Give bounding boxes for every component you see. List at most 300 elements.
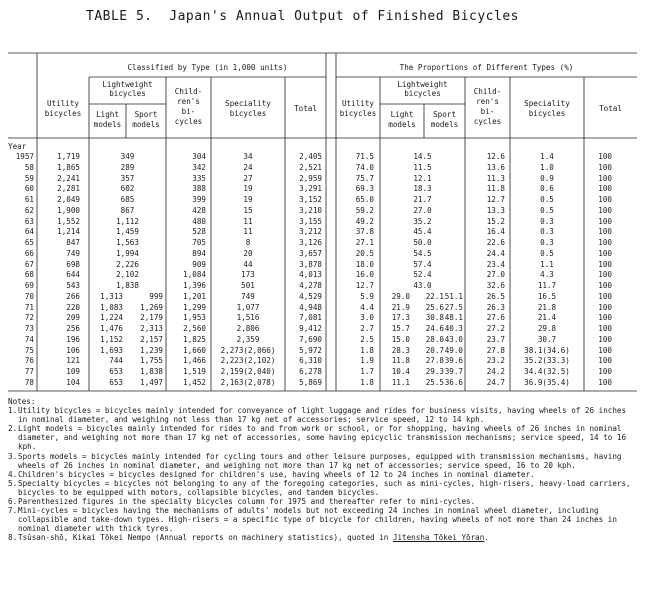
cell-p-spec: 0.6 — [540, 184, 554, 194]
cell-p-child: 23.7 — [486, 334, 505, 344]
cell-light: 653 — [109, 377, 123, 387]
note-body: Sports models = bicycles mainly intended for cycling tours and other leisure purposes, equipped with transmission mechanisms, having wheels of 26 inches in nominal diameter, and weighing not more than 17 kg net of accessories; service speed, 16 to 20 kph. — [18, 451, 622, 470]
cell-light: 653 — [109, 367, 123, 376]
cell-p-util: 27.1 — [355, 238, 374, 247]
cell-utility: 256 — [66, 324, 80, 333]
cell-year: 59 — [24, 173, 34, 183]
cell-p-lw: 27.5 — [444, 302, 463, 312]
cell-spec: 15 — [243, 205, 253, 215]
cell-utility: 1,719 — [57, 152, 80, 161]
cell-child: 480 — [192, 216, 206, 226]
cell-utility: 2,241 — [57, 173, 80, 183]
cell-p-total: 100 — [598, 313, 612, 323]
cell-p-total: 100 — [598, 205, 612, 215]
note-tail: . — [484, 533, 489, 543]
note-text — [18, 470, 638, 479]
cell-year: 73 — [24, 324, 34, 333]
cell-sport: 2,179 — [140, 313, 163, 323]
cell-total: 3,878 — [299, 259, 322, 269]
cell-utility: 1,865 — [57, 162, 80, 172]
cell-p-total: 100 — [598, 184, 612, 194]
cell-child: 399 — [192, 195, 206, 204]
cell-light: 1,476 — [100, 324, 123, 333]
note-body: Light models = bicycles mainly intended for rides to and from work or school, or for shopping, having wheels of 26 inches in nominal diameter, and weighing not more than 17 kg net of accessories, some having epicyclic transmission mechanisms; service speed, 14 to 16 kph. — [18, 424, 627, 452]
cell-p-sport: 22.1 — [425, 291, 444, 301]
cell-year: 62 — [24, 205, 34, 215]
cell-utility: 1,552 — [57, 216, 80, 226]
cell-p-child: 11.3 — [486, 173, 505, 183]
cell-p-child: 13.6 — [486, 162, 505, 172]
p-childrens-header-line2: ren's — [476, 97, 499, 106]
cell-year: 64 — [24, 227, 34, 237]
cell-p-lw: 14.5 — [413, 152, 432, 161]
cell-p-child: 13.3 — [486, 205, 505, 215]
cell-p-lw: 48.1 — [444, 313, 463, 323]
cell-utility: 1,214 — [57, 227, 80, 237]
cell-year: 58 — [24, 162, 34, 172]
cell-utility: 106 — [66, 345, 80, 355]
cell-p-spec: 16.5 — [537, 291, 557, 301]
cell-year: 1957 — [15, 152, 34, 161]
p-childrens-header-line3: bi- — [480, 107, 495, 116]
cell-p-light: 29.0 — [391, 291, 410, 301]
p-utility-header-line1: Utility — [341, 99, 374, 108]
cell-p-spec: 0.5 — [540, 205, 554, 215]
note-item — [8, 470, 638, 479]
cell-utility: 1,900 — [57, 205, 80, 215]
cell-p-util: 3.0 — [360, 313, 374, 323]
cell-p-total: 100 — [598, 324, 612, 333]
cell-p-total: 100 — [598, 291, 612, 301]
p-lightweight-header: Lightweight bicycles — [397, 80, 448, 98]
note-number: 1. — [8, 406, 18, 416]
cell-p-total: 100 — [598, 377, 612, 387]
cell-spec: 749 — [241, 291, 255, 301]
cell-year: 78 — [24, 377, 34, 387]
cell-p-spec: 1.1 — [540, 259, 554, 269]
cell-year: 76 — [24, 356, 34, 366]
cell-p-total: 100 — [598, 238, 612, 247]
cell-p-util: 4.4 — [360, 302, 374, 312]
cell-p-sport: 24.6 — [425, 324, 444, 333]
cell-p-child: 24.7 — [486, 377, 505, 387]
cell-p-child: 27.6 — [486, 313, 505, 323]
cell-p-sport: 25.6 — [425, 302, 444, 312]
cell-light: 1,083 — [100, 302, 123, 312]
cell-year: 65 — [24, 238, 34, 247]
note-item — [8, 533, 638, 542]
cell-year: 67 — [24, 259, 34, 269]
cell-spec: 2,806 — [236, 324, 260, 333]
childrens-header-line1: Child- — [174, 87, 203, 96]
cell-p-child: 11.8 — [486, 184, 505, 194]
cell-p-util: 71.5 — [355, 152, 374, 161]
cell-p-lw: 43.0 — [444, 334, 463, 344]
cell-p-sport: 25.5 — [425, 377, 444, 387]
cell-total: 3,291 — [299, 184, 322, 194]
cell-lw: 1,459 — [116, 227, 139, 237]
cell-p-child: 26.3 — [486, 302, 505, 312]
cell-p-light: 15.0 — [391, 334, 410, 344]
cell-year: 70 — [24, 291, 34, 301]
p-childrens-header-line1: Child- — [473, 87, 502, 96]
cell-child: 1,452 — [183, 377, 206, 387]
cell-p-spec: 34.4(32.5) — [524, 367, 570, 376]
cell-p-spec: 0.9 — [540, 173, 554, 183]
cell-p-lw: 45.4 — [413, 227, 432, 237]
cell-light: 1,313 — [100, 291, 123, 301]
cell-year: 68 — [24, 270, 34, 280]
note-number: 5. — [8, 478, 18, 488]
childrens-header-line2: ren's — [177, 97, 200, 106]
note-number: 7. — [8, 506, 18, 516]
sport-models-header-line2: models — [132, 120, 160, 129]
cell-p-util: 20.5 — [355, 248, 374, 258]
p-light-models-header-line2: models — [388, 120, 416, 129]
speciality-header-line2: bicycles — [229, 109, 267, 118]
cell-spec: 11 — [243, 216, 253, 226]
cell-p-sport: 28.0 — [425, 334, 444, 344]
utility-header-line2: bicycles — [44, 109, 82, 118]
cell-utility: 847 — [66, 238, 80, 247]
cell-utility: 109 — [66, 367, 80, 376]
cell-total: 3,657 — [299, 248, 322, 258]
cell-utility: 2,049 — [57, 195, 80, 204]
year-header: Year — [8, 142, 27, 151]
cell-sport: 1,239 — [140, 345, 163, 355]
cell-p-util: 16.0 — [355, 270, 374, 280]
cell-lw: 357 — [120, 173, 135, 183]
cell-child: 1,519 — [183, 367, 206, 376]
cell-p-util: 59.2 — [355, 205, 374, 215]
cell-lw: 2,102 — [116, 270, 139, 280]
cell-total: 6,310 — [299, 356, 322, 366]
cell-total: 6,278 — [299, 367, 322, 376]
cell-year: 72 — [24, 313, 34, 323]
cell-p-child: 27.2 — [486, 324, 505, 333]
cell-child: 528 — [192, 227, 206, 237]
table-title: TABLE 5. Japan's Annual Output of Finished Bicycles — [86, 9, 519, 24]
cell-p-util: 5.9 — [360, 291, 374, 301]
cell-total: 9,412 — [299, 324, 322, 333]
cell-p-light: 11.1 — [391, 377, 410, 387]
cell-child: 1,201 — [183, 291, 206, 301]
note-number: 3. — [8, 451, 18, 461]
cell-sport: 1,838 — [140, 367, 163, 376]
p-speciality-header-line2: bicycles — [528, 109, 566, 118]
cell-p-child: 15.2 — [486, 216, 505, 226]
utility-header-line1: Utility — [46, 99, 79, 108]
cell-p-util: 75.7 — [355, 173, 374, 183]
cell-p-total: 100 — [598, 216, 612, 226]
cell-p-util: 2.7 — [360, 324, 374, 333]
note-body: Specialty bicycles = bicycles not belonging to any of the foregoing categories, such as mini-cycles, high-risers, heavy-load carriers, bicycles to be equipped with motors, collapsible bicycles, and tandem bicycles. — [18, 478, 631, 497]
note-body: Utility bicycles = bicycles mainly intended for conveyance of light luggage and rides for business visits, having wheels of 26 inches in nominal diameter, and weighing not less than 17 kg net of accessories; service speed, 12 to 14 kph. — [18, 406, 627, 425]
cell-spec: 19 — [243, 184, 253, 194]
cell-p-light: 15.7 — [391, 324, 410, 333]
p-light-models-header-line1: Light — [390, 110, 414, 119]
note-item — [8, 479, 638, 497]
cell-utility: 196 — [66, 334, 80, 344]
cell-p-lw: 54.5 — [413, 248, 432, 258]
cell-p-total: 100 — [598, 334, 612, 344]
note-text — [18, 452, 638, 470]
cell-p-child: 23.2 — [486, 356, 505, 366]
note-body: Parenthesized figures in the specialty bicycles column for 1975 and thereafter refer to mini-cycles. — [18, 497, 476, 507]
note-number: 6. — [8, 497, 18, 507]
light-models-header-line2: models — [93, 120, 122, 129]
cell-p-spec: 11.7 — [537, 281, 557, 290]
cell-spec: 501 — [241, 281, 255, 290]
cell-sport: 1,755 — [140, 356, 163, 366]
cell-p-spec: 0.3 — [540, 238, 554, 247]
p-speciality-header-line1: Speciality — [524, 99, 570, 108]
cell-light: 1,152 — [100, 334, 123, 344]
light-models-header-line1: Light — [96, 110, 119, 119]
cell-spec: 2,163(2,078) — [220, 377, 276, 387]
cell-spec: 27 — [243, 173, 253, 183]
cell-child: 304 — [192, 152, 206, 161]
cell-child: 1,466 — [183, 356, 206, 366]
cell-p-lw: 12.1 — [413, 173, 432, 183]
notes-list — [8, 406, 638, 542]
source-title: Jitensha Tōkei Yōran — [392, 533, 485, 543]
note-text — [18, 406, 638, 424]
cell-total: 3,212 — [299, 227, 322, 237]
notes-section — [8, 397, 638, 543]
cell-child: 2,560 — [183, 324, 206, 333]
cell-child: 1,299 — [183, 302, 206, 312]
cell-p-sport: 27.8 — [425, 356, 444, 366]
cell-p-total: 100 — [598, 281, 612, 290]
cell-p-spec: 1.0 — [540, 162, 554, 172]
cell-p-total: 100 — [598, 195, 612, 204]
cell-total: 5,869 — [299, 377, 322, 387]
cell-p-lw: 27.0 — [413, 205, 432, 215]
cell-total: 4,013 — [299, 270, 322, 280]
note-item — [8, 452, 638, 470]
note-item — [8, 497, 638, 506]
cell-spec: 19 — [243, 195, 253, 204]
cell-year: 63 — [24, 216, 34, 226]
note-text — [18, 479, 638, 497]
lightweight-header: Lightweight bicycles — [102, 80, 153, 98]
cell-sport: 2,313 — [140, 324, 163, 333]
cell-spec: 24 — [243, 162, 253, 172]
cell-lw: 349 — [120, 152, 135, 161]
cell-p-spec: 0.3 — [540, 216, 554, 226]
cell-lw: 2,226 — [116, 259, 139, 269]
cell-p-spec: 4.3 — [540, 270, 554, 280]
note-number: 2. — [8, 424, 18, 434]
cell-total: 7,690 — [299, 334, 322, 344]
cell-child: 1,084 — [183, 270, 206, 280]
cell-p-child: 24.4 — [486, 248, 505, 258]
cell-p-util: 18.0 — [355, 259, 374, 269]
note-number: 8. — [8, 533, 18, 543]
cell-p-lw: 39.7 — [444, 367, 463, 376]
cell-utility: 698 — [66, 259, 80, 269]
cell-year: 61 — [24, 195, 34, 204]
cell-utility: 543 — [66, 281, 80, 290]
cell-p-light: 10.4 — [391, 367, 410, 376]
cell-p-util: 74.0 — [355, 162, 374, 172]
cell-utility: 749 — [66, 248, 80, 258]
cell-p-light: 17.3 — [391, 313, 410, 323]
cell-year: 66 — [24, 248, 34, 258]
cell-lw: 1,563 — [116, 238, 139, 247]
cell-spec: 11 — [243, 227, 253, 237]
cell-lw: 1,838 — [116, 281, 139, 290]
cell-utility: 266 — [66, 291, 80, 301]
cell-lw: 602 — [120, 184, 135, 194]
cell-sport: 999 — [149, 291, 163, 301]
cell-utility: 644 — [66, 270, 80, 280]
cell-spec: 1,077 — [236, 302, 260, 312]
cell-p-spec: 1.4 — [540, 152, 554, 161]
cell-sport: 1,497 — [140, 377, 163, 387]
cell-p-lw: 39.6 — [444, 356, 463, 366]
cell-p-total: 100 — [598, 356, 612, 366]
cell-p-util: 69.3 — [355, 184, 374, 194]
total-header-left: Total — [294, 104, 317, 113]
cell-p-total: 100 — [598, 162, 612, 172]
note-body: Mini-cycles = bicycles having the mechanisms of adults' models but not exceeding 24 inches in nominal wheel diameter, including collapsible and take-down types. High-risers = a specific type of bicycle for children, having wheels of not more than 24 inches in nominal diameter with thick tyres. — [18, 506, 617, 534]
cell-lw: 685 — [120, 195, 135, 204]
cell-child: 1,825 — [183, 334, 206, 344]
cell-total: 3,155 — [299, 216, 322, 226]
cell-p-spec: 0.5 — [540, 248, 554, 258]
cell-lw: 867 — [120, 205, 135, 215]
cell-utility: 2,281 — [57, 184, 80, 194]
cell-p-lw: 36.6 — [444, 377, 463, 387]
note-text — [18, 497, 638, 506]
cell-spec: 2,273(2,066) — [220, 345, 276, 355]
cell-sport: 2,157 — [140, 334, 163, 344]
cell-child: 1,660 — [183, 345, 206, 355]
cell-p-child: 12.6 — [486, 152, 505, 161]
cell-spec: 44 — [243, 259, 253, 269]
cell-p-total: 100 — [598, 345, 612, 355]
cell-year: 60 — [24, 184, 34, 194]
cell-light: 744 — [109, 356, 123, 366]
cell-lw: 1,994 — [116, 248, 139, 258]
cell-p-lw: 57.4 — [413, 259, 432, 269]
left-group-header: Classified by Type (in 1,000 units) — [127, 63, 288, 72]
cell-p-spec: 35.2(33.3) — [524, 356, 570, 366]
sport-models-header-line1: Sport — [134, 110, 158, 119]
cell-p-util: 49.2 — [355, 216, 374, 226]
cell-p-lw: 35.2 — [413, 216, 432, 226]
note-item — [8, 406, 638, 424]
cell-light: 1,693 — [100, 345, 123, 355]
cell-p-total: 100 — [598, 152, 612, 161]
cell-p-child: 27.8 — [486, 345, 505, 355]
cell-p-total: 100 — [598, 227, 612, 237]
cell-child: 342 — [192, 162, 206, 172]
cell-spec: 1,516 — [236, 313, 260, 323]
cell-p-sport: 29.3 — [425, 367, 444, 376]
cell-p-lw: 21.7 — [413, 195, 432, 204]
cell-p-lw: 49.0 — [444, 345, 463, 355]
note-body: Tsūsan-shō, Kikai Tōkei Nempo (Annual reports on machinery statistics), quoted in — [18, 533, 393, 543]
cell-total: 4,278 — [299, 281, 322, 290]
cell-child: 428 — [192, 205, 206, 215]
cell-total: 5,972 — [299, 345, 322, 355]
p-sport-models-header-line2: models — [430, 120, 459, 129]
cell-spec: 2,159(2,040) — [220, 367, 276, 376]
cell-p-sport: 20.7 — [425, 345, 444, 355]
cell-p-child: 16.4 — [486, 227, 505, 237]
cell-spec: 20 — [243, 248, 253, 258]
cell-p-child: 24.2 — [486, 367, 505, 376]
cell-child: 1,953 — [183, 313, 206, 323]
cell-p-lw: 50.0 — [413, 238, 432, 247]
cell-utility: 104 — [66, 377, 80, 387]
cell-year: 74 — [24, 334, 34, 344]
cell-p-lw: 52.4 — [413, 270, 432, 280]
cell-light: 1,224 — [100, 313, 123, 323]
cell-p-total: 100 — [598, 173, 612, 183]
cell-total: 3,210 — [299, 205, 322, 215]
cell-p-util: 1.9 — [360, 356, 374, 366]
cell-sport: 1,269 — [140, 302, 163, 312]
cell-utility: 209 — [66, 313, 80, 323]
note-item — [8, 424, 638, 451]
cell-p-spec: 30.7 — [537, 334, 557, 344]
cell-p-total: 100 — [598, 367, 612, 376]
cell-p-spec: 21.8 — [537, 302, 557, 312]
cell-p-util: 1.8 — [360, 377, 374, 387]
childrens-header-line4: cycles — [174, 117, 203, 126]
cell-spec: 2,359 — [236, 334, 260, 344]
cell-p-spec: 21.4 — [537, 313, 557, 323]
p-childrens-header-line4: cycles — [473, 117, 502, 126]
cell-spec: 173 — [241, 270, 255, 280]
cell-year: 71 — [24, 302, 34, 312]
cell-year: 77 — [24, 367, 34, 376]
note-text — [18, 424, 638, 451]
cell-total: 3,126 — [299, 238, 322, 247]
cell-total: 4,529 — [299, 291, 322, 301]
cell-utility: 121 — [66, 356, 80, 366]
cell-p-util: 2.5 — [360, 334, 374, 344]
cell-p-child: 22.6 — [486, 238, 505, 247]
note-text — [18, 533, 638, 542]
cell-total: 4,948 — [299, 302, 322, 312]
cell-lw: 289 — [120, 162, 135, 172]
cell-total: 3,152 — [299, 195, 322, 204]
cell-total: 7,081 — [299, 313, 322, 323]
cell-child: 388 — [192, 184, 206, 194]
note-item — [8, 506, 638, 533]
cell-p-util: 1.8 — [360, 345, 374, 355]
speciality-header-line1: Speciality — [225, 99, 271, 108]
cell-total: 2,959 — [299, 173, 322, 183]
cell-child: 705 — [192, 238, 206, 247]
p-total-header: Total — [599, 104, 622, 113]
cell-year: 75 — [24, 345, 34, 355]
cell-spec: 8 — [245, 238, 251, 247]
cell-p-lw: 51.1 — [444, 291, 463, 301]
cell-p-spec: 38.1(34.6) — [524, 345, 570, 355]
p-sport-models-header-line1: Sport — [433, 110, 456, 119]
cell-p-child: 27.0 — [486, 270, 505, 280]
cell-p-lw: 18.3 — [413, 184, 432, 194]
cell-p-util: 12.7 — [355, 281, 374, 290]
cell-p-total: 100 — [598, 248, 612, 258]
cell-p-total: 100 — [598, 302, 612, 312]
